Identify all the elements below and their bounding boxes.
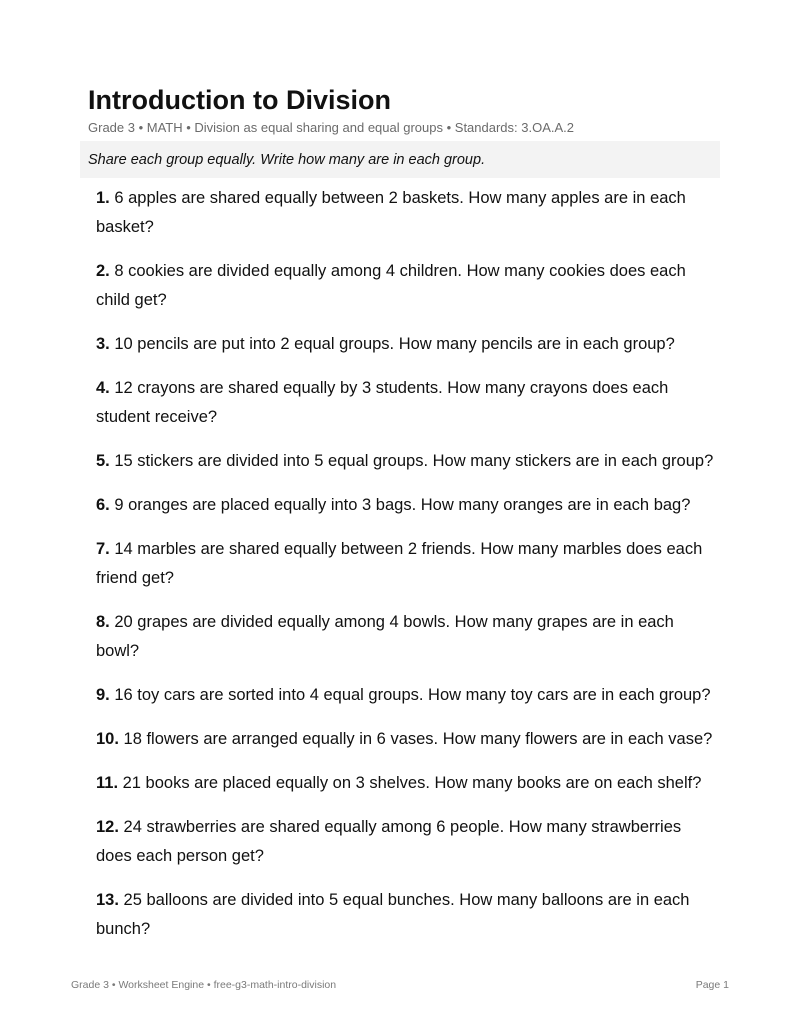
problem-text: 14 marbles are shared equally between 2 friends. How many marbles does each friend get? bbox=[96, 540, 703, 587]
page-number: Page 1 bbox=[695, 979, 729, 991]
problem-list bbox=[96, 184, 720, 959]
problem-number: 2. bbox=[96, 262, 110, 280]
problem-item bbox=[96, 330, 720, 359]
problem-item bbox=[96, 184, 720, 242]
page-subtitle: Grade 3 • MATH • Division as equal sharing and equal groups • Standards: 3.OA.A.2 bbox=[88, 120, 575, 135]
problem-number: 8. bbox=[96, 613, 110, 631]
problem-number: 11. bbox=[96, 774, 119, 792]
problem-item bbox=[96, 257, 720, 315]
problem-number: 12. bbox=[96, 818, 119, 836]
problem-text: 10 pencils are put into 2 equal groups. How many pencils are in each group? bbox=[114, 335, 675, 353]
problem-text: 12 crayons are shared equally by 3 students. How many crayons does each student receive? bbox=[96, 379, 669, 426]
problem-number: 1. bbox=[96, 189, 110, 207]
problem-item bbox=[96, 813, 720, 871]
problem-item bbox=[96, 447, 720, 476]
problem-number: 4. bbox=[96, 379, 110, 397]
problem-item bbox=[96, 374, 720, 432]
problem-text: 9 oranges are placed equally into 3 bags. How many oranges are in each bag? bbox=[114, 496, 691, 514]
problem-number: 7. bbox=[96, 540, 110, 558]
problem-text: 25 balloons are divided into 5 equal bunches. How many balloons are in each bunch? bbox=[96, 891, 690, 938]
problem-number: 6. bbox=[96, 496, 110, 514]
problem-number: 10. bbox=[96, 730, 119, 748]
problem-number: 13. bbox=[96, 891, 119, 909]
problem-item bbox=[96, 725, 720, 754]
problem-text: 21 books are placed equally on 3 shelves. How many books are on each shelf? bbox=[122, 774, 702, 792]
problem-text: 6 apples are shared equally between 2 baskets. How many apples are in each basket? bbox=[96, 189, 686, 236]
problem-text: 15 stickers are divided into 5 equal groups. How many stickers are in each group? bbox=[114, 452, 714, 470]
problem-number: 5. bbox=[96, 452, 110, 470]
page-title: Introduction to Division bbox=[88, 85, 391, 115]
problem-item bbox=[96, 491, 720, 520]
problem-item bbox=[96, 681, 720, 710]
problem-text: 8 cookies are divided equally among 4 children. How many cookies does each child get? bbox=[96, 262, 686, 309]
problem-number: 9. bbox=[96, 686, 110, 704]
problem-text: 24 strawberries are shared equally among 6 people. How many strawberries does each person get? bbox=[96, 818, 682, 865]
instructions-box: Share each group equally. Write how many are in each group. bbox=[80, 141, 720, 178]
problem-text: 20 grapes are divided equally among 4 bowls. How many grapes are in each bowl? bbox=[96, 613, 674, 660]
problem-item bbox=[96, 535, 720, 593]
footer-info: Grade 3 • Worksheet Engine • free-g3-math-intro-division bbox=[71, 979, 337, 991]
problem-item bbox=[96, 608, 720, 666]
problem-text: 16 toy cars are sorted into 4 equal groups. How many toy cars are in each group? bbox=[114, 686, 711, 704]
problem-text: 18 flowers are arranged equally in 6 vases. How many flowers are in each vase? bbox=[123, 730, 713, 748]
problem-item bbox=[96, 769, 720, 798]
problem-item bbox=[96, 886, 720, 944]
problem-number: 3. bbox=[96, 335, 110, 353]
